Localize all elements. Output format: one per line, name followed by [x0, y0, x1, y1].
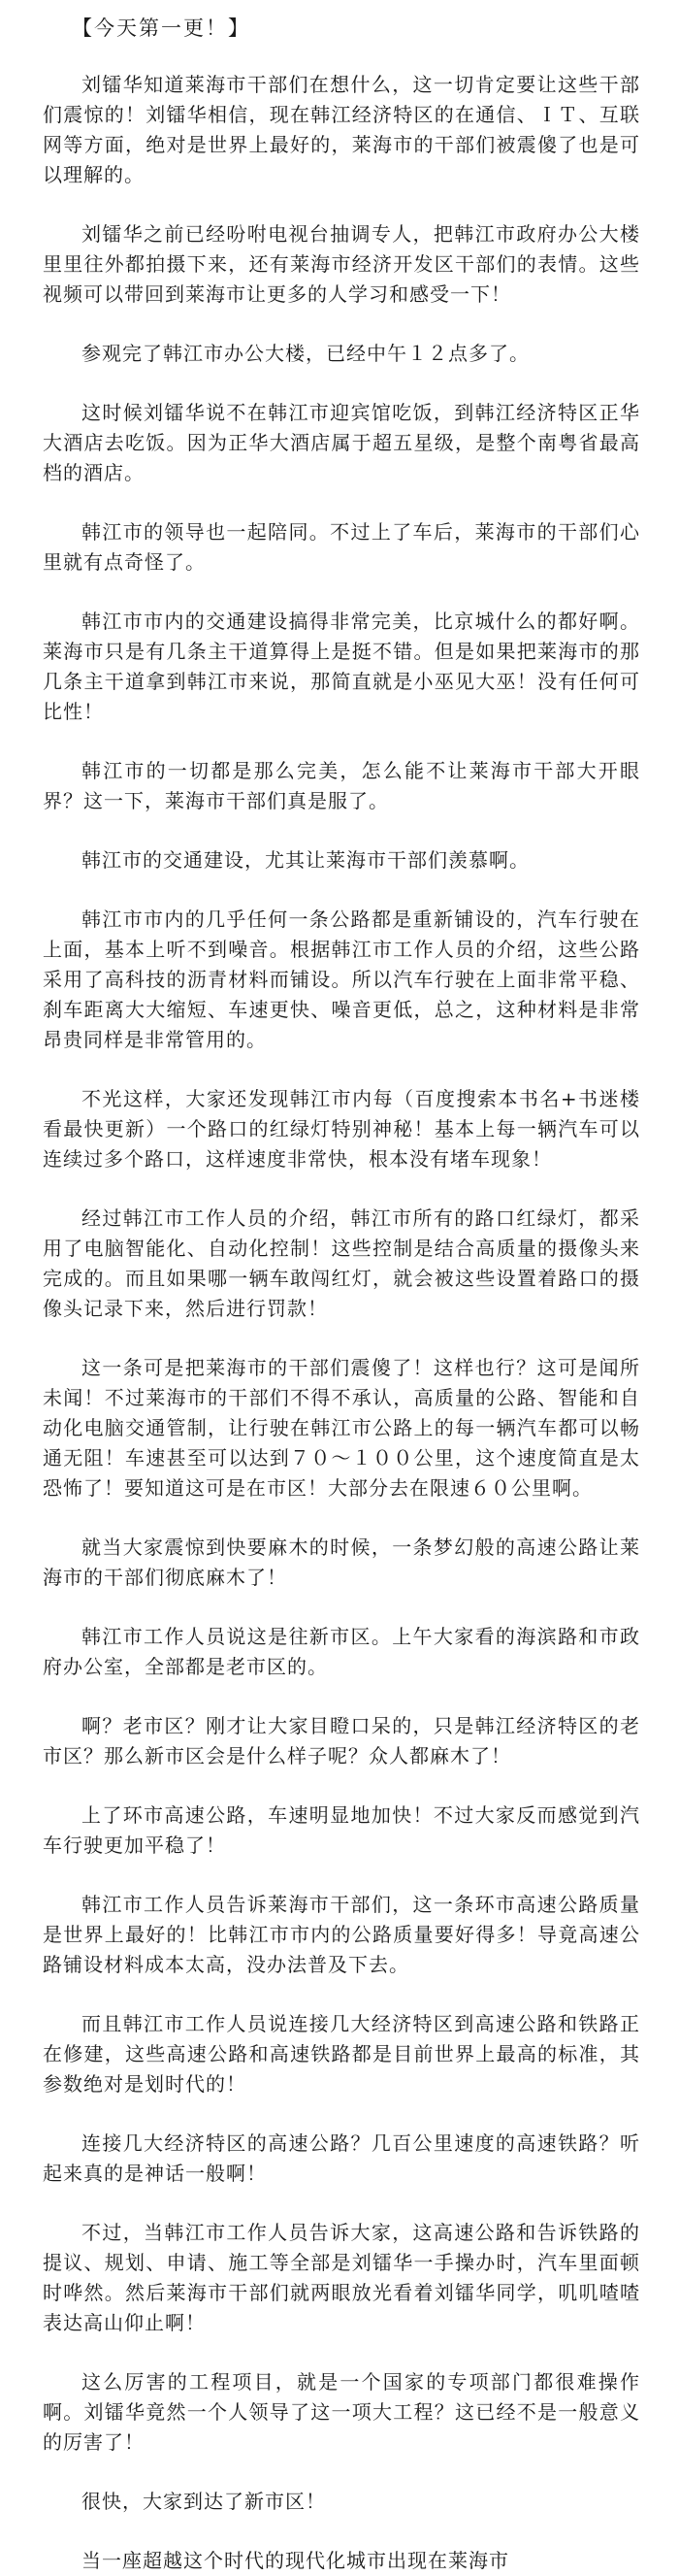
paragraph: 上了环市高速公路，车速明显地加快！不过大家反而感觉到汽车行驶更加平稳了！ — [43, 1803, 640, 1857]
paragraph: 当一座超越这个时代的现代化城市出现在莱海市 — [81, 2549, 509, 2572]
paragraph: 不过，当韩江市工作人员告诉大家，这高速公路和告诉铁路的提议、规划、申请、施工等全部是刘镭华一手操办时，汽车里面顿时哗然。然后莱海市干部们就两眼放光看着刘镭华同学，叽叽喳喳表达高山仰止啊！ — [43, 2221, 640, 2334]
article-body — [43, 70, 640, 2576]
paragraph: 刘镭华知道莱海市干部们在想什么，这一切肯定要让这些干部们震惊的！刘镭华相信，现在韩江经济特区的在通信、ＩＴ、互联网等方面，绝对是世界上最好的，莱海市的干部们被震傻了也是可以理解的。 — [43, 73, 640, 186]
paragraph: 经过韩江市工作人员的介绍，韩江市所有的路口红绿灯，都采用了电脑智能化、自动化控制！这些控制是结合高质量的摄像头来完成的。而且如果哪一辆车敢闯红灯，就会被这些设置着路口的摄像头记录下来，然后进行罚款！ — [43, 1206, 640, 1320]
paragraph: 韩江市市内的交通建设搞得非常完美，比京城什么的都好啊。莱海市只是有几条主干道算得上是挺不错。但是如果把莱海市的那几条主干道拿到韩江市来说，那简直就是小巫见大巫！没有任何可比性！ — [43, 610, 640, 723]
paragraph: 韩江市的一切都是那么完美，怎么能不让莱海市干部大开眼界？这一下，莱海市干部们真是服了。 — [43, 759, 640, 812]
paragraph: 连接几大经济特区的高速公路？几百公里速度的高速铁路？听起来真的是神话一般啊！ — [43, 2131, 640, 2185]
paragraph: 韩江市的交通建设，尤其让莱海市干部们羡慕啊。 — [81, 848, 530, 872]
paragraph: 不光这样，大家还发现韩江市内每（百度搜索本书名+书迷楼 看最快更新）一个路口的红绿灯特别神秘！基本上每一辆汽车可以连续过多个路口，这样速度非常快，根本没有堵车现象！ — [43, 1087, 640, 1171]
paragraph: 就当大家震惊到快要麻木的时候，一条梦幻般的高速公路让莱海市的干部们彻底麻木了！ — [43, 1536, 640, 1589]
paragraph: 韩江市的领导也一起陪同。不过上了车后，莱海市的干部们心里就有点奇怪了。 — [43, 520, 640, 574]
paragraph: 而且韩江市工作人员说连接几大经济特区到高速公路和铁路正在修建，这些高速公路和高速铁路都是目前世界上最高的标准，其参数绝对是划时代的！ — [43, 2012, 640, 2096]
paragraph: 刘镭华之前已经吩咐电视台抽调专人，把韩江市政府办公大楼里里往外都拍摄下来，还有莱海市经济开发区干部们的表情。这些视频可以带回到莱海市让更多的人学习和感受一下！ — [43, 222, 640, 306]
paragraph: 这时候刘镭华说不在韩江市迎宾馆吃饭，到韩江经济特区正华大酒店去吃饭。因为正华大酒店属于超五星级，是整个南粤省最高档的酒店。 — [43, 401, 640, 484]
chapter-heading: 【今天第一更！】 — [72, 17, 250, 40]
paragraph: 很快，大家到达了新市区！ — [81, 2490, 326, 2513]
paragraph: 这一条可是把莱海市的干部们震傻了！这样也行？这可是闻所未闻！不过莱海市的干部们不得不承认，高质量的公路、智能和自动化电脑交通管制，让行驶在韩江市公路上的每一辆汽车都可以畅通无阻！车速甚至可以达到７０～１００公里，这个速度简直是太恐怖了！要知道这可是在市区！大部分去在限速６０公里啊。 — [43, 1356, 640, 1500]
paragraph: 韩江市工作人员告诉莱海市干部们，这一条环市高速公路质量是世界上最好的！比韩江市市内的公路质量要好得多！导竟高速公路铺设材料成本太高，没办法普及下去。 — [43, 1893, 640, 1976]
paragraph: 韩江市市内的几乎任何一条公路都是重新铺设的，汽车行驶在上面，基本上听不到噪音。根据韩江市工作人员的介绍，这些公路采用了高科技的沥青材料而铺设。所以汽车行驶在上面非常平稳、刹车距离大大缩短、车速更快、噪音更低，总之，这种材料是非常昂贵同样是非常管用的。 — [43, 908, 640, 1051]
paragraph: 这么厉害的工程项目，就是一个国家的专项部门都很难操作啊。刘镭华竟然一个人领导了这一项大工程？这已经不是一般意义的厉害了！ — [43, 2370, 640, 2454]
paragraph: 啊？老市区？刚才让大家目瞪口呆的，只是韩江经济特区的老市区？那么新市区会是什么样子呢？众人都麻木了！ — [43, 1714, 640, 1767]
paragraph: 韩江市工作人员说这是往新市区。上午大家看的海滨路和市政府办公室，全部都是老市区的。 — [43, 1625, 640, 1678]
paragraph: 参观完了韩江市办公大楼，已经中午１２点多了。 — [81, 342, 530, 365]
